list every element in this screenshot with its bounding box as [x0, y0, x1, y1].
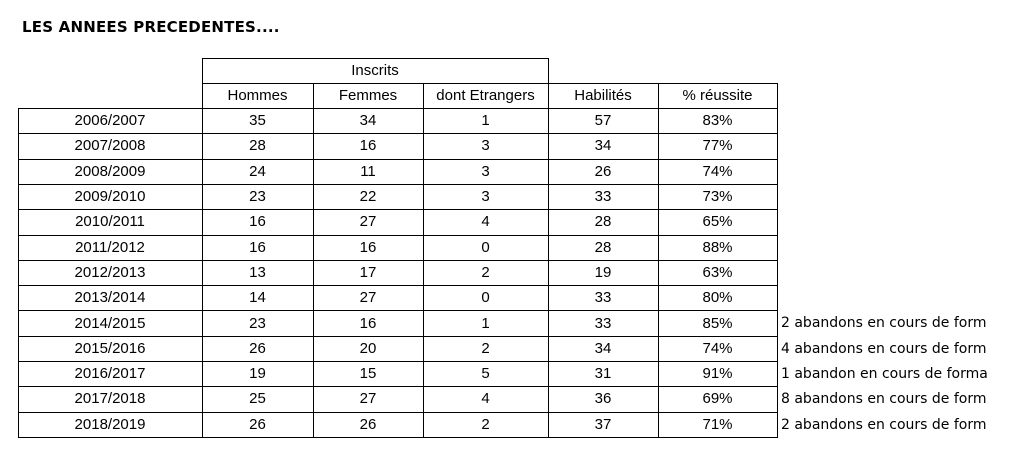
hommes-cell: 13: [249, 263, 266, 281]
femmes-cell: 15: [359, 365, 377, 383]
etrangers-cell: 3: [481, 137, 490, 155]
etrangers-cell: 2: [481, 263, 490, 281]
hommes-cell: 23: [249, 314, 266, 332]
habilites-cell: 36: [594, 390, 612, 408]
femmes-cell: 16: [359, 314, 377, 332]
reussite-cell: 65%: [702, 213, 733, 231]
row-note: 8 abandons en cours de form: [781, 391, 987, 408]
reussite-cell: 85%: [702, 314, 733, 332]
habilites-cell: 28: [594, 213, 612, 231]
reussite-cell: 88%: [702, 238, 733, 256]
row-year: 2018/2019: [74, 415, 146, 433]
reussite-cell: 83%: [702, 112, 733, 130]
row-year: 2011/2012: [75, 238, 145, 256]
row-border: [18, 285, 778, 286]
hommes-cell: 14: [249, 289, 266, 307]
hommes-cell: 26: [249, 415, 266, 433]
reussite-cell: 91%: [702, 365, 733, 383]
row-year: 2006/2007: [74, 112, 146, 130]
header-top-border: [548, 83, 778, 84]
femmes-cell: 22: [359, 188, 377, 206]
row-year: 2013/2014: [74, 289, 146, 307]
row-border: [18, 361, 778, 362]
row-note: 1 abandon en cours de forma: [781, 366, 988, 382]
hommes-cell: 25: [249, 390, 266, 408]
etrangers-cell: 4: [481, 390, 490, 408]
habilites-cell: 37: [594, 415, 612, 433]
group-header-inscrits: Inscrits: [351, 62, 399, 79]
etrangers-cell: 5: [481, 365, 490, 383]
etrangers-cell: 1: [481, 112, 490, 130]
habilites-cell: 57: [594, 112, 612, 130]
col-border: [202, 58, 203, 438]
row-year: 2014/2015: [74, 314, 146, 332]
reussite-cell: 63%: [702, 263, 733, 281]
hommes-cell: 35: [249, 112, 266, 130]
row-border: [18, 209, 778, 210]
habilites-cell: 33: [594, 314, 612, 332]
femmes-cell: 27: [359, 213, 377, 231]
habilites-cell: 31: [594, 365, 612, 383]
reussite-cell: 73%: [702, 188, 733, 206]
reussite-cell: 74%: [702, 339, 733, 357]
col-border: [548, 58, 549, 438]
habilites-cell: 26: [594, 162, 612, 180]
hommes-cell: 23: [249, 188, 266, 206]
row-border: [18, 159, 778, 160]
row-year: 2016/2017: [74, 365, 146, 383]
row-border: [18, 412, 778, 413]
femmes-cell: 27: [359, 390, 377, 408]
etrangers-cell: 1: [481, 314, 490, 332]
row-border: [18, 133, 778, 134]
habilites-cell: 34: [594, 137, 612, 155]
femmes-cell: 26: [359, 415, 377, 433]
habilites-cell: 33: [594, 188, 612, 206]
reussite-cell: 80%: [702, 289, 733, 307]
row-year: 2017/2018: [74, 390, 146, 408]
row-border: [18, 310, 778, 311]
femmes-cell: 16: [359, 137, 377, 155]
femmes-cell: 34: [359, 112, 377, 130]
row-border: [18, 336, 778, 337]
row-note: 2 abandons en cours de form: [781, 315, 987, 332]
hommes-cell: 26: [249, 339, 266, 357]
reussite-cell: 71%: [702, 415, 733, 433]
hommes-cell: 28: [249, 137, 266, 155]
reussite-cell: 69%: [702, 390, 733, 408]
col-border: [658, 83, 659, 438]
col-border: [423, 83, 424, 438]
column-header: Habilités: [574, 87, 632, 104]
column-header: Hommes: [227, 87, 288, 104]
row-year: 2012/2013: [74, 263, 146, 281]
habilites-cell: 19: [594, 263, 612, 281]
femmes-cell: 11: [360, 162, 376, 180]
row-border: [18, 184, 778, 185]
row-year: 2008/2009: [74, 162, 146, 180]
etrangers-cell: 4: [481, 213, 490, 231]
row-year: 2007/2008: [74, 137, 146, 155]
femmes-cell: 16: [359, 238, 377, 256]
hommes-cell: 16: [249, 238, 266, 256]
page-title: LES ANNEES PRECEDENTES....: [22, 18, 280, 36]
row-year: 2015/2016: [74, 339, 146, 357]
column-header: dont Etrangers: [436, 87, 535, 104]
etrangers-cell: 2: [481, 339, 490, 357]
etrangers-cell: 0: [481, 238, 490, 256]
column-header: % réussite: [682, 87, 753, 104]
col-border: [777, 83, 778, 438]
hommes-cell: 16: [249, 213, 266, 231]
row-border: [18, 235, 778, 236]
femmes-cell: 20: [359, 339, 377, 357]
row-year: 2010/2011: [75, 213, 145, 231]
etrangers-cell: 2: [481, 415, 490, 433]
col-border: [18, 108, 19, 438]
header-bottom-border: [18, 108, 778, 109]
row-border: [18, 260, 778, 261]
habilites-cell: 33: [594, 289, 612, 307]
habilites-cell: 28: [594, 238, 612, 256]
row-border: [18, 386, 778, 387]
hommes-cell: 19: [249, 365, 266, 383]
row-year: 2009/2010: [74, 188, 146, 206]
etrangers-cell: 0: [481, 289, 490, 307]
reussite-cell: 74%: [702, 162, 733, 180]
col-border: [313, 83, 314, 438]
etrangers-cell: 3: [481, 188, 490, 206]
row-note: 2 abandons en cours de form: [781, 416, 987, 433]
group-bottom-border: [202, 83, 548, 84]
column-header: Femmes: [338, 87, 398, 104]
hommes-cell: 24: [249, 162, 266, 180]
etrangers-cell: 3: [481, 162, 490, 180]
reussite-cell: 77%: [702, 137, 733, 155]
group-top-border: [202, 58, 549, 59]
femmes-cell: 17: [359, 263, 377, 281]
habilites-cell: 34: [594, 339, 612, 357]
row-note: 4 abandons en cours de form: [781, 340, 987, 357]
femmes-cell: 27: [359, 289, 377, 307]
row-border: [18, 437, 778, 438]
